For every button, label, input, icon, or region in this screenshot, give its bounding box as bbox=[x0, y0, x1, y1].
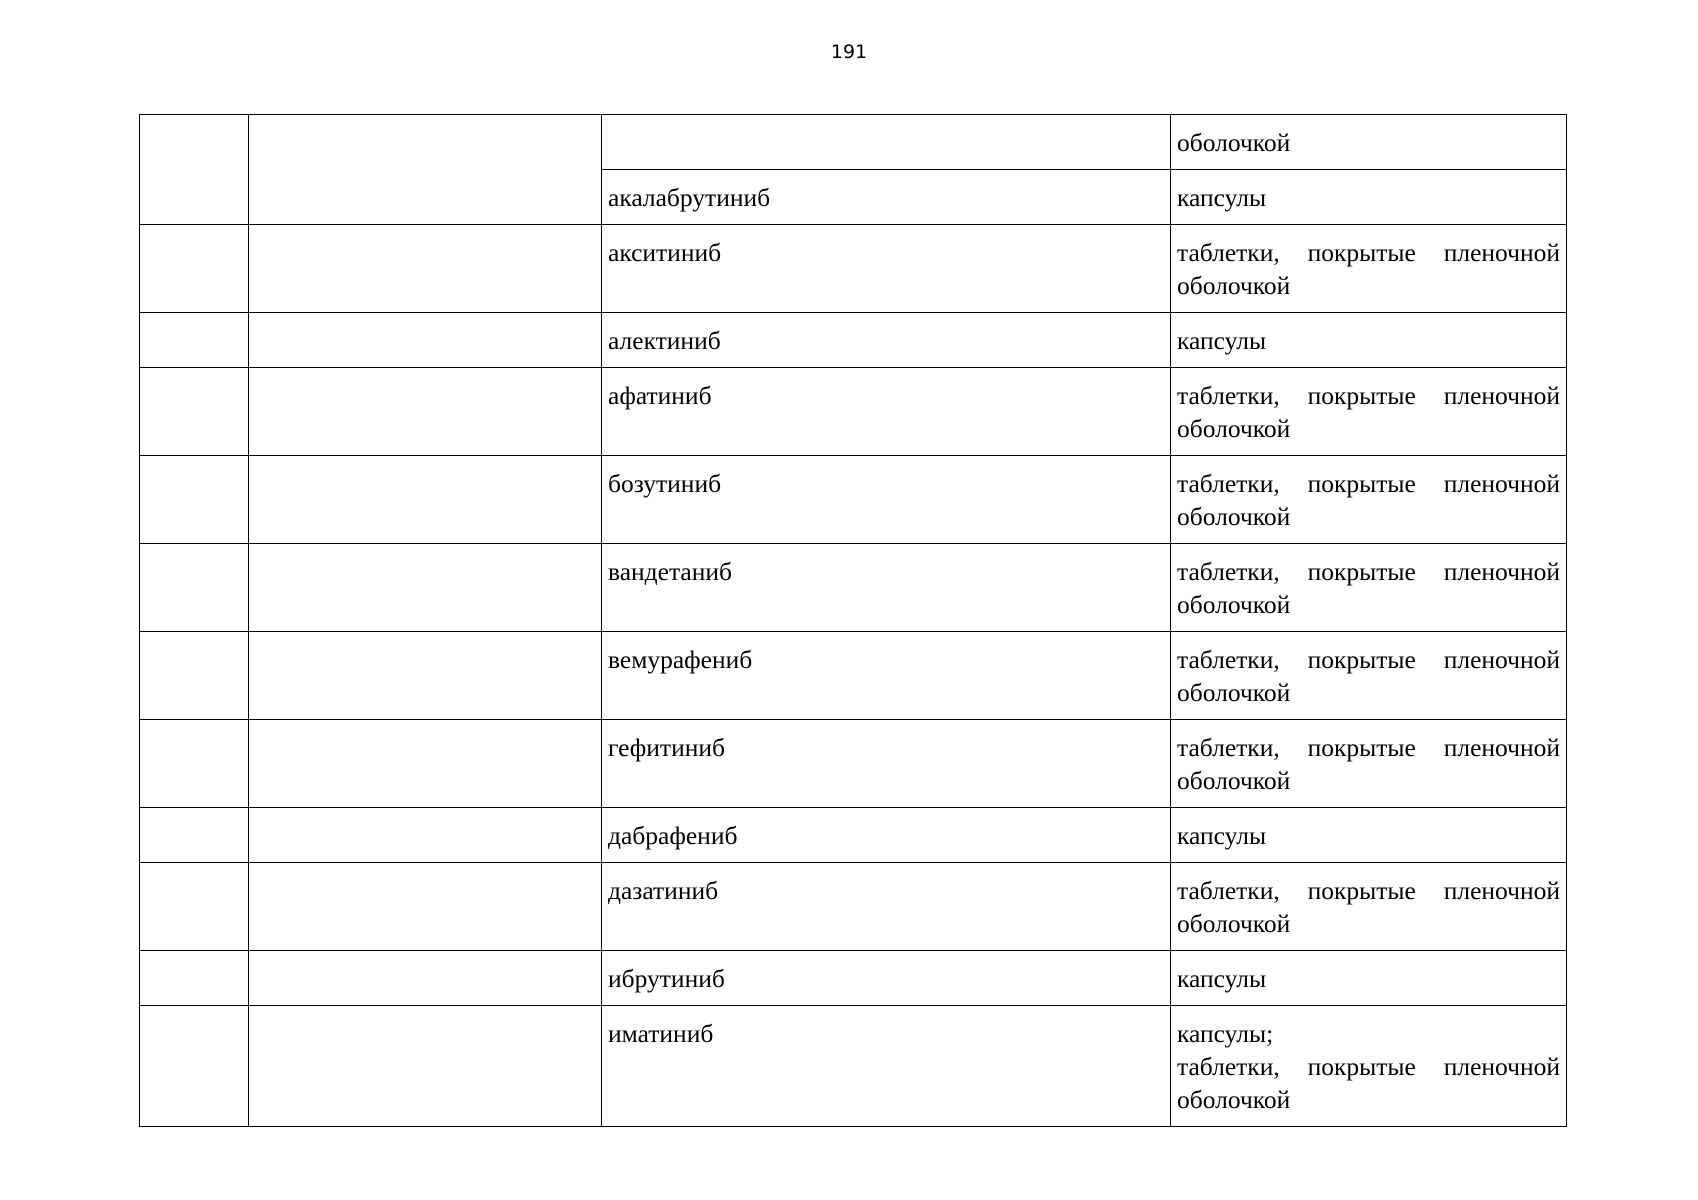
drug-cell: вемурафениб bbox=[602, 632, 1171, 720]
form-line: таблетки, покрытые пленочной bbox=[1177, 876, 1560, 905]
table-row bbox=[140, 808, 1567, 863]
code-cell bbox=[140, 863, 249, 951]
code-cell bbox=[140, 544, 249, 632]
drug-cell: дазатиниб bbox=[602, 863, 1171, 951]
form-line: оболочкой bbox=[1177, 590, 1291, 619]
code-cell bbox=[140, 632, 249, 720]
form-cell bbox=[1171, 632, 1567, 720]
table-row bbox=[140, 632, 1567, 720]
form-line: оболочкой bbox=[1177, 128, 1291, 157]
drug-cell: вандетаниб bbox=[602, 544, 1171, 632]
code-cell bbox=[140, 951, 249, 1006]
group-cell bbox=[249, 808, 602, 863]
group-cell bbox=[249, 368, 602, 456]
form-cell bbox=[1171, 456, 1567, 544]
table-row bbox=[140, 1006, 1567, 1127]
form-line: оболочкой bbox=[1177, 1085, 1291, 1114]
table-row bbox=[140, 863, 1567, 951]
form-line: капсулы; bbox=[1177, 1019, 1274, 1048]
table-row bbox=[140, 225, 1567, 313]
form-cell bbox=[1171, 1006, 1567, 1127]
table-row bbox=[140, 115, 1567, 170]
form-line: капсулы bbox=[1177, 326, 1267, 355]
form-line: оболочкой bbox=[1177, 766, 1291, 795]
form-line: таблетки, покрытые пленочной bbox=[1177, 469, 1560, 498]
table-row bbox=[140, 544, 1567, 632]
code-cell bbox=[140, 115, 249, 225]
table-row bbox=[140, 368, 1567, 456]
drug-cell: ибрутиниб bbox=[602, 951, 1171, 1006]
form-line: таблетки, покрытые пленочной bbox=[1177, 238, 1560, 267]
code-cell bbox=[140, 313, 249, 368]
code-cell bbox=[140, 456, 249, 544]
code-cell bbox=[140, 225, 249, 313]
form-line: оболочкой bbox=[1177, 678, 1291, 707]
group-cell bbox=[249, 863, 602, 951]
form-cell bbox=[1171, 863, 1567, 951]
form-line: таблетки, покрытые пленочной bbox=[1177, 557, 1560, 586]
page-number: 191 bbox=[830, 41, 868, 63]
drug-cell: дабрафениб bbox=[602, 808, 1171, 863]
form-cell bbox=[1171, 115, 1567, 170]
form-line: таблетки, покрытые пленочной bbox=[1177, 645, 1560, 674]
code-cell bbox=[140, 368, 249, 456]
drug-cell bbox=[602, 115, 1171, 170]
table-row bbox=[140, 313, 1567, 368]
group-cell bbox=[249, 632, 602, 720]
drug-cell: афатиниб bbox=[602, 368, 1171, 456]
group-cell bbox=[249, 951, 602, 1006]
group-cell bbox=[249, 720, 602, 808]
form-line: капсулы bbox=[1177, 964, 1267, 993]
drug-cell: иматиниб bbox=[602, 1006, 1171, 1127]
form-cell bbox=[1171, 225, 1567, 313]
table-row bbox=[140, 951, 1567, 1006]
form-cell bbox=[1171, 951, 1567, 1006]
form-cell bbox=[1171, 368, 1567, 456]
form-line: оболочкой bbox=[1177, 271, 1291, 300]
code-cell bbox=[140, 808, 249, 863]
drug-cell: акситиниб bbox=[602, 225, 1171, 313]
drug-cell: гефитиниб bbox=[602, 720, 1171, 808]
drug-table bbox=[139, 114, 1567, 1127]
group-cell bbox=[249, 456, 602, 544]
table-body bbox=[140, 115, 1567, 1127]
group-cell bbox=[249, 313, 602, 368]
table-row bbox=[140, 720, 1567, 808]
drug-cell: алектиниб bbox=[602, 313, 1171, 368]
code-cell bbox=[140, 1006, 249, 1127]
form-cell bbox=[1171, 808, 1567, 863]
form-line: таблетки, покрытые пленочной bbox=[1177, 733, 1560, 762]
table-row bbox=[140, 456, 1567, 544]
form-line: оболочкой bbox=[1177, 909, 1291, 938]
form-cell bbox=[1171, 313, 1567, 368]
form-line: оболочкой bbox=[1177, 502, 1291, 531]
form-line: таблетки, покрытые пленочной bbox=[1177, 381, 1560, 410]
form-line: таблетки, покрытые пленочной bbox=[1177, 1052, 1560, 1081]
form-line: капсулы bbox=[1177, 821, 1267, 850]
form-cell bbox=[1171, 544, 1567, 632]
form-cell bbox=[1171, 720, 1567, 808]
form-cell bbox=[1171, 170, 1567, 225]
group-cell bbox=[249, 1006, 602, 1127]
drug-cell: акалабрутиниб bbox=[602, 170, 1171, 225]
form-line: оболочкой bbox=[1177, 414, 1291, 443]
group-cell bbox=[249, 544, 602, 632]
group-cell bbox=[249, 225, 602, 313]
form-line: капсулы bbox=[1177, 183, 1267, 212]
drug-cell: бозутиниб bbox=[602, 456, 1171, 544]
code-cell bbox=[140, 720, 249, 808]
group-cell bbox=[249, 115, 602, 225]
